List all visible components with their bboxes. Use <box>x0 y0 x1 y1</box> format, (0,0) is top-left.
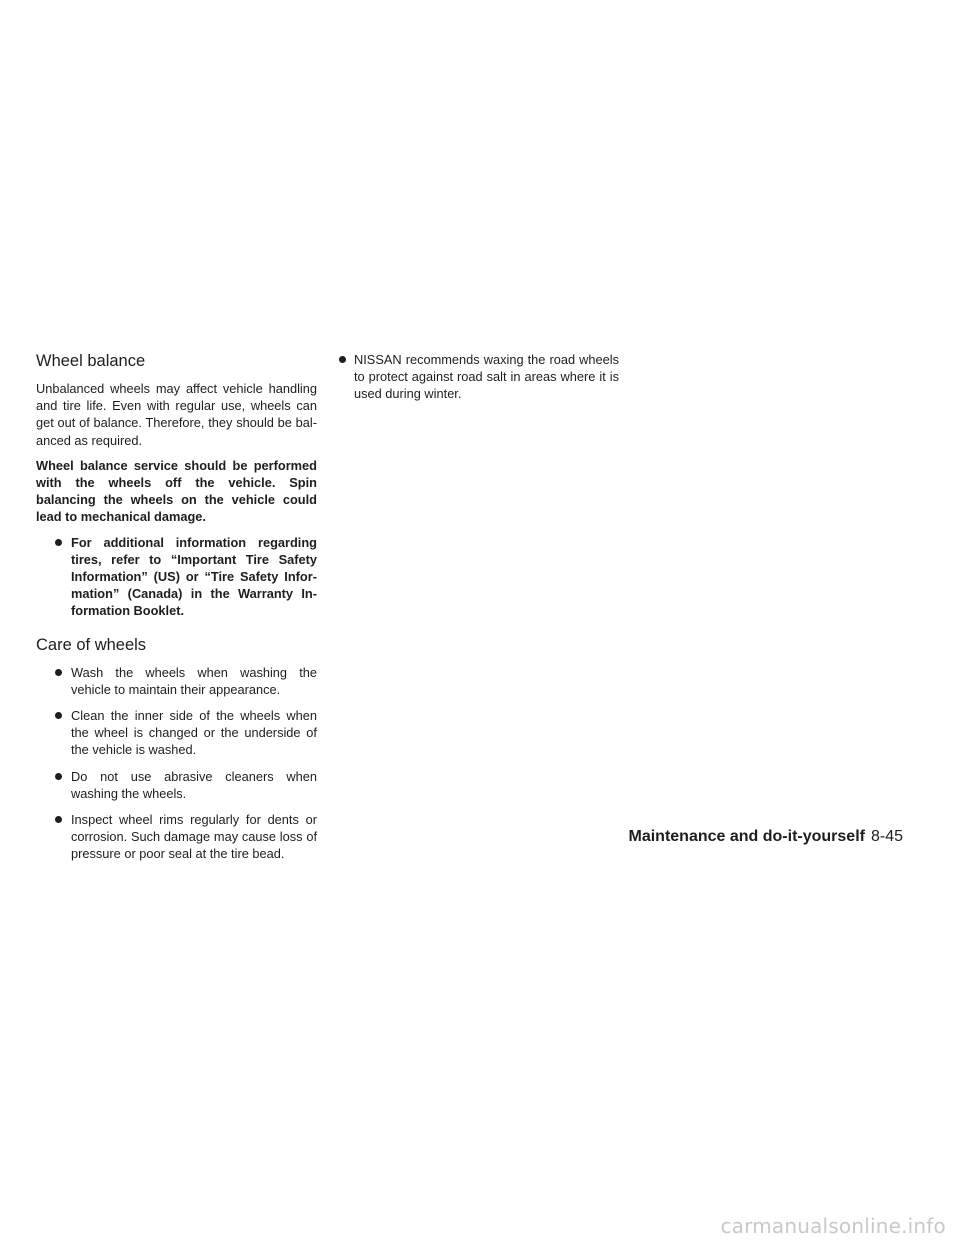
list-item-text: For additional information regarding tires, refer to “Important Tire Safety Information” (US) or “Tire Safety Information” (Canada) in the Warranty Information Booklet. <box>71 534 317 619</box>
list-item-text: Wash the wheels when washing the vehicle to maintain their appearance. <box>71 664 317 697</box>
heading-wheel-balance: Wheel balance <box>36 352 146 370</box>
heading-care-of-wheels: Care of wheels <box>36 635 147 654</box>
wheel-balance-bullet-list <box>36 534 317 620</box>
list-item-text: Inspect wheel rims regularly for dents or corrosion. Such damage may cause loss of pressure or poor seal at the tire bead. <box>71 812 317 862</box>
bullet-icon <box>55 669 62 676</box>
list-item <box>36 534 317 620</box>
bullet-icon <box>55 773 62 780</box>
page-number: 8-45 <box>870 828 903 845</box>
list-item <box>36 707 317 759</box>
page-footer <box>629 827 904 847</box>
care-of-wheels-continued-list <box>338 351 619 403</box>
list-item-text: Do not use abrasive cleaners when washing the wheels. <box>71 768 317 801</box>
wheel-balance-intro: Unbalanced wheels may affect vehicle handling and tire life. Even with regular use, wheels can get out of balance. Therefore, they should be balanced as required. <box>36 381 317 448</box>
footer-section-title: Maintenance and do-it-yourself <box>628 828 865 845</box>
list-item <box>36 664 317 698</box>
bullet-icon <box>55 539 62 546</box>
list-item-text: Clean the inner side of the wheels when the wheel is changed or the underside of the vehicle is washed. <box>71 708 317 758</box>
right-column <box>338 351 619 412</box>
wheel-balance-warning: Wheel balance service should be performed with the wheels off the vehicle. Spin balancing the wheels on the vehicle could lead to mechanical damage. <box>36 457 317 525</box>
list-item <box>338 351 619 403</box>
bullet-icon <box>55 816 62 823</box>
left-column <box>36 351 317 872</box>
list-item <box>36 768 317 802</box>
care-of-wheels-bullet-list <box>36 664 317 863</box>
list-item <box>36 811 317 863</box>
bullet-icon <box>55 712 62 719</box>
watermark: carmanualsonline.info <box>720 1214 946 1238</box>
bullet-icon <box>339 356 346 363</box>
list-item-text: NISSAN recommends waxing the road wheels to protect against road salt in areas where it is used during winter. <box>354 352 619 402</box>
